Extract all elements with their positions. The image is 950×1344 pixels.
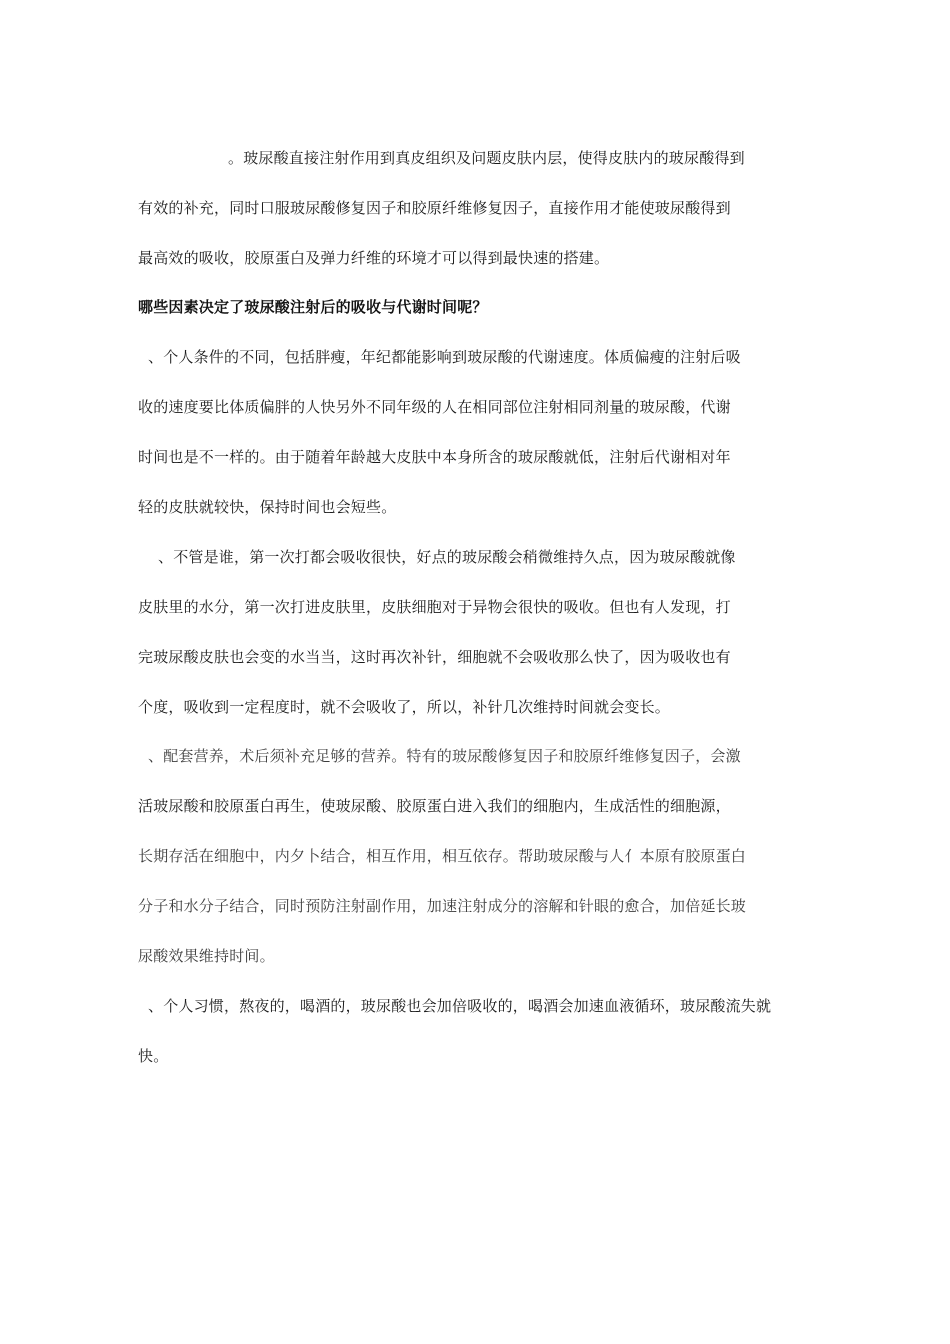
paragraph-line: 、个人条件的不同，包括胖瘦，年纪都能影响到玻尿酸的代谢速度。体质偏瘦的注射后吸 xyxy=(148,348,741,366)
paragraph-line: 、个人习惯，熬夜的，喝酒的，玻尿酸也会加倍吸收的，喝酒会加速血液循环，玻尿酸流失就 xyxy=(148,997,772,1015)
paragraph-line: 、配套营养，术后须补充足够的营养。特有的玻尿酸修复因子和胶原纤维修复因子，会激 xyxy=(148,747,741,765)
paragraph-line: 、不管是谁，第一次打都会吸收很快，好点的玻尿酸会稍微维持久点，因为玻尿酸就像 xyxy=(158,548,736,566)
paragraph-line: 完玻尿酸皮肤也会变的水当当，这时再次补针，细胞就不会吸收那么快了，因为吸收也有 xyxy=(138,648,731,666)
paragraph-line: 尿酸效果维持时间。 xyxy=(138,947,275,965)
paragraph-line: 个度，吸收到一定程度时，就不会吸收了，所以，补针几次维持时间就会变长。 xyxy=(138,698,671,716)
paragraph-line: 时间也是不一样的。由于随着年龄越大皮肤中本身所含的玻尿酸就低，注射后代谢相对年 xyxy=(138,448,731,466)
paragraph-line: 活玻尿酸和胶原蛋白再生，使玻尿酸、胶原蛋白进入我们的细胞内，生成活性的细胞源， xyxy=(138,797,731,815)
paragraph-line: 有效的补充，同时口服玻尿酸修复因子和胶原纤维修复因子，直接作用才能使玻尿酸得到 xyxy=(138,199,731,217)
paragraph-line: 皮肤里的水分，第一次打进皮肤里，皮肤细胞对于异物会很快的吸收。但也有人发现，打 xyxy=(138,598,731,616)
paragraph-line: 。玻尿酸直接注射作用到真皮组织及问题皮肤内层，使得皮肤内的玻尿酸得到 xyxy=(228,149,745,167)
paragraph-line: 分子和水分子结合，同时预防注射副作用，加速注射成分的溶解和针眼的愈合，加倍延长玻 xyxy=(138,897,747,915)
paragraph-line: 最高效的吸收，胶原蛋白及弹力纤维的环境才可以得到最快速的搭建。 xyxy=(138,249,610,267)
paragraph-line: 快。 xyxy=(138,1047,169,1065)
paragraph-line: 轻的皮肤就较快，保持时间也会短些。 xyxy=(138,498,397,516)
paragraph-line: 长期存活在细胞中，内夕卜结合，相互作用，相互依存。帮助玻尿酸与人亻本原有胶原蛋白 xyxy=(138,847,747,865)
paragraph-line: 收的速度要比体质偏胖的人快另外不同年级的人在相同部位注射相同剂量的玻尿酸，代谢 xyxy=(138,398,731,416)
section-heading: 哪些因素决定了玻尿酸注射后的吸收与代谢时间呢？ xyxy=(138,298,488,316)
